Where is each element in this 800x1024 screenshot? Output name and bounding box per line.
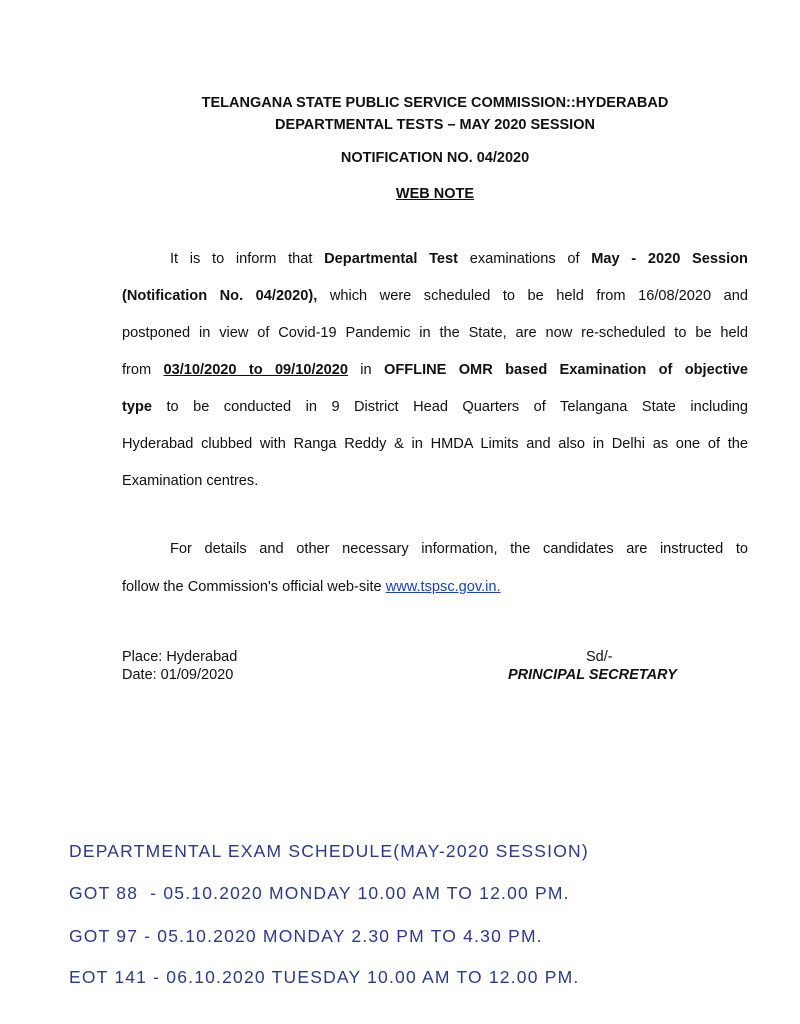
signatory: PRINCIPAL SECRETARY (508, 667, 677, 683)
para2-line1: For details and other necessary information, the candidates are instructed to (170, 541, 748, 557)
text: follow the Commission's official web-site (122, 579, 386, 595)
schedule-item: GOT 97 - 05.10.2020 MONDAY 2.30 PM TO 4.30 PM. (69, 926, 543, 946)
schedule-title: DEPARTMENTAL EXAM SCHEDULE(MAY-2020 SESSION) (69, 841, 589, 861)
text: examinations of (458, 251, 592, 267)
para1-line6: Hyderabad clubbed with Ranga Reddy & in HMDA Limits and also in Delhi as one of the (122, 436, 748, 452)
place: Place: Hyderabad (122, 649, 238, 665)
para1-line1 (170, 251, 748, 267)
web-note-title: WEB NOTE (395, 186, 475, 202)
text: to be conducted in 9 District Head Quarters of Telangana State including (152, 399, 748, 415)
text: which were scheduled to be held from 16/08/2020 and (317, 288, 748, 304)
para1-line5 (122, 399, 748, 415)
para2-line2 (122, 579, 748, 595)
date: Date: 01/09/2020 (122, 667, 234, 683)
bold-text: May - 2020 Session (591, 251, 748, 267)
signed: Sd/- (586, 649, 613, 665)
header-session: DEPARTMENTAL TESTS – MAY 2020 SESSION (275, 117, 595, 133)
exam-dates: 03/10/2020 to 09/10/2020 (163, 362, 348, 378)
para1-line3: postponed in view of Covid-19 Pandemic in the State, are now re-scheduled to be held (122, 325, 748, 341)
bold-text: OFFLINE OMR based Examination of objective (383, 362, 748, 378)
bold-text: type (122, 399, 153, 415)
para1-line7: Examination centres. (122, 473, 259, 489)
bold-text: (Notification No. 04/2020), (122, 288, 318, 304)
website-link[interactable]: www.tspsc.gov.in. (385, 579, 501, 595)
text: in (347, 362, 384, 378)
para1-line4 (122, 362, 748, 378)
schedule-item: EOT 141 - 06.10.2020 TUESDAY 10.00 AM TO 12.00 PM. (69, 967, 580, 987)
header-commission: TELANGANA STATE PUBLIC SERVICE COMMISSION::HYDERABAD (201, 95, 669, 111)
notification-number: NOTIFICATION NO. 04/2020 (340, 150, 530, 166)
text: It is to inform that (170, 251, 325, 267)
schedule-item: GOT 88 - 05.10.2020 MONDAY 10.00 AM TO 12.00 PM. (69, 883, 570, 903)
bold-text: Departmental Test (324, 251, 459, 267)
para1-line2 (122, 288, 748, 304)
text: from (122, 362, 164, 378)
